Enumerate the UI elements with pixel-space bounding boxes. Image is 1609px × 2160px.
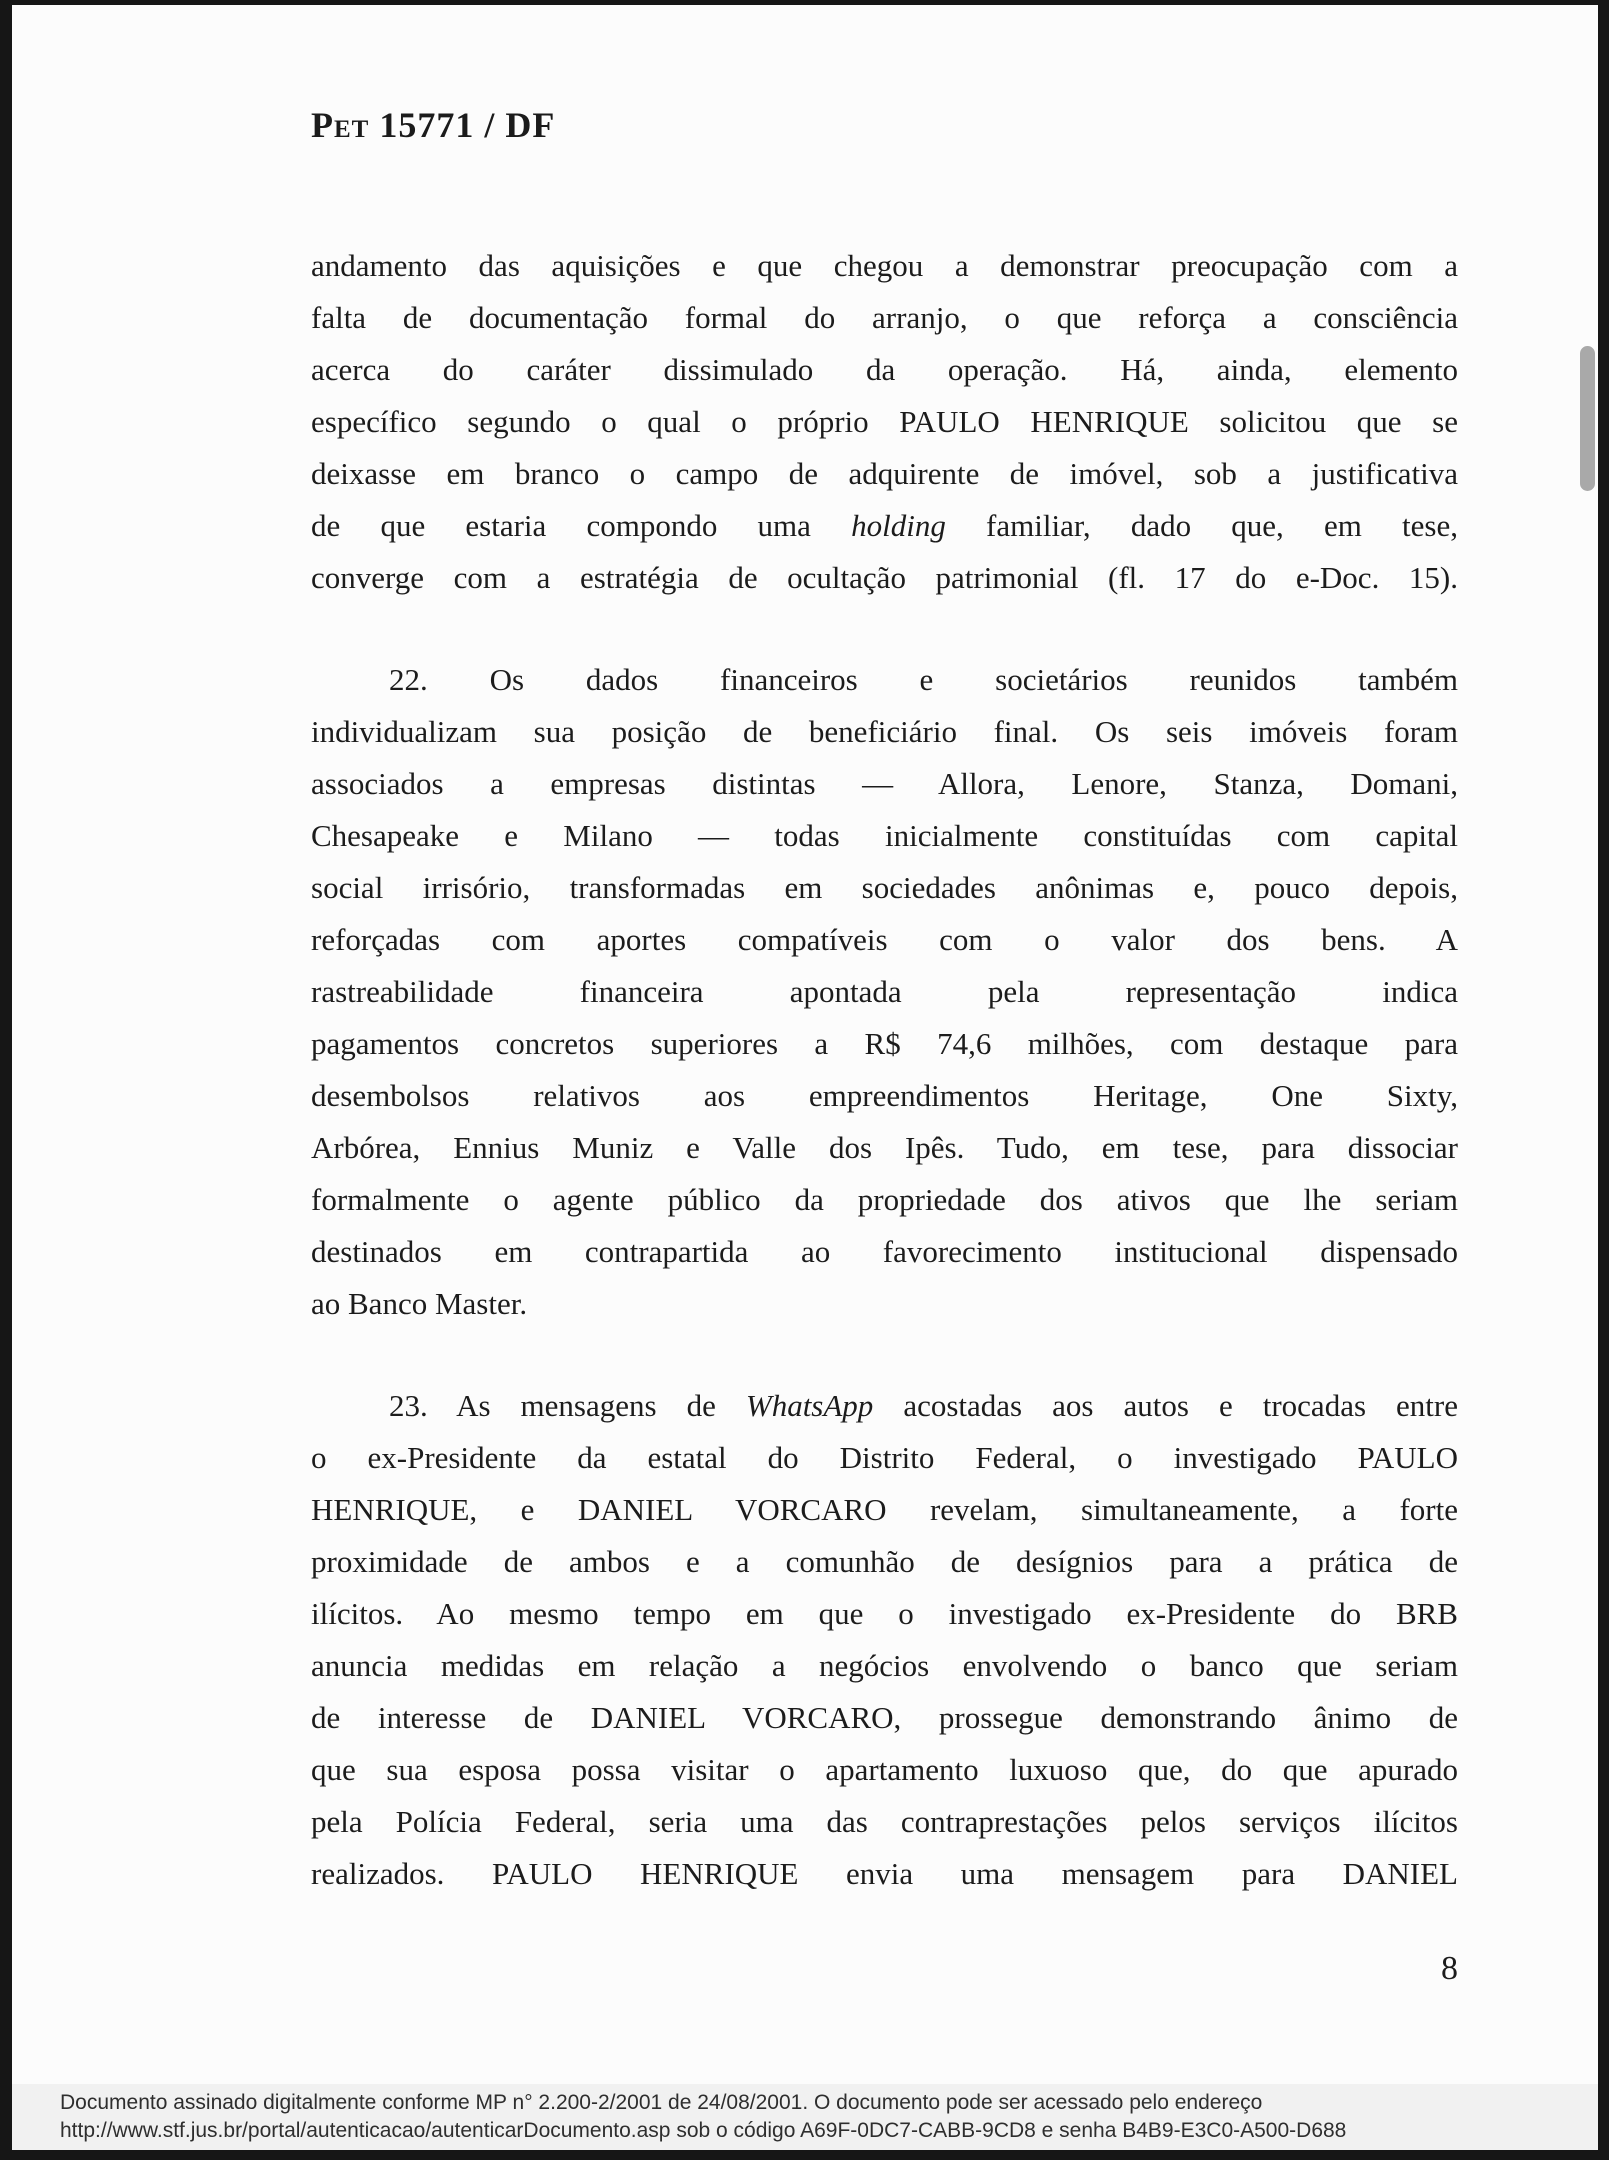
text-line: converge com a estratégia de ocultação patrimonial (fl. 17 do e-Doc. 15). — [311, 560, 1458, 595]
text-line: Chesapeake e Milano — todas inicialmente constituídas com capital — [311, 818, 1458, 853]
text-line: formalmente o agente público da propriedade dos ativos que lhe seriam — [311, 1182, 1458, 1217]
text-line: falta de documentação formal do arranjo, o que reforça a consciência — [311, 300, 1458, 335]
bottom-edge-bar — [0, 2150, 1609, 2160]
paragraph — [311, 240, 1458, 604]
text-line: 22. Os dados financeiros e societários reunidos também — [389, 662, 1458, 697]
text-line: que sua esposa possa visitar o apartamento luxuoso que, do que apurado — [311, 1752, 1458, 1787]
text-line: de que estaria compondo uma holding familiar, dado que, em tese, — [311, 508, 1458, 543]
text-line: pela Polícia Federal, seria uma das contraprestações pelos serviços ilícitos — [311, 1804, 1458, 1839]
text-line: Arbórea, Ennius Muniz e Valle dos Ipês. Tudo, em tese, para dissociar — [311, 1130, 1458, 1165]
text-line: de interesse de DANIEL VORCARO, prossegue demonstrando ânimo de — [311, 1700, 1458, 1735]
text-line: ilícitos. Ao mesmo tempo em que o investigado ex-Presidente do BRB — [311, 1596, 1458, 1631]
text-line: realizados. PAULO HENRIQUE envia uma mensagem para DANIEL — [311, 1856, 1458, 1891]
footer-authentication-url: http://www.stf.jus.br/portal/autenticacao/autenticarDocumento.asp sob o código A69F-0DC7-CABB-9CD8 e senha B4B9-E3C0-A500-D688 — [60, 2119, 1347, 2142]
text-line: ao Banco Master. — [311, 1286, 528, 1321]
footer-signature-text: Documento assinado digitalmente conforme MP n° 2.200-2/2001 de 24/08/2001. O documento pode ser acessado pelo endereço — [60, 2091, 1263, 2114]
text-line: anuncia medidas em relação a negócios envolvendo o banco que seriam — [311, 1648, 1458, 1683]
right-edge-bar — [1598, 0, 1609, 2160]
text-line: HENRIQUE, e DANIEL VORCARO revelam, simultaneamente, a forte — [311, 1492, 1458, 1527]
text-line: 23. As mensagens de WhatsApp acostadas aos autos e trocadas entre — [389, 1388, 1458, 1423]
paragraph — [311, 1380, 1458, 1900]
signature-footer — [12, 2084, 1598, 2150]
text-line: proximidade de ambos e a comunhão de desígnios para a prática de — [311, 1544, 1458, 1579]
text-line: o ex-Presidente da estatal do Distrito Federal, o investigado PAULO — [311, 1440, 1458, 1475]
text-line: específico segundo o qual o próprio PAULO HENRIQUE solicitou que se — [311, 404, 1458, 439]
text-line: acerca do caráter dissimulado da operação. Há, ainda, elemento — [311, 352, 1458, 387]
text-line: reforçadas com aportes compatíveis com o valor dos bens. A — [311, 922, 1458, 957]
left-edge-bar — [0, 0, 12, 2160]
paragraph — [311, 654, 1458, 1330]
text-line: individualizam sua posição de beneficiário final. Os seis imóveis foram — [311, 714, 1458, 749]
page-number: 8 — [1441, 1950, 1458, 1987]
document-body — [311, 240, 1458, 1988]
paragraphs-host — [311, 240, 1458, 1900]
text-line: andamento das aquisições e que chegou a demonstrar preocupação com a — [311, 248, 1458, 283]
top-edge-bar — [0, 0, 1609, 5]
case-number-header: Pet 15771 / DF — [311, 105, 556, 145]
text-line: deixasse em branco o campo de adquirente de imóvel, sob a justificativa — [311, 456, 1458, 491]
text-line: desembolsos relativos aos empreendimentos Heritage, One Sixty, — [311, 1078, 1458, 1113]
text-line: rastreabilidade financeira apontada pela representação indica — [311, 974, 1458, 1009]
text-line: associados a empresas distintas — Allora, Lenore, Stanza, Domani, — [311, 766, 1458, 801]
text-line: pagamentos concretos superiores a R$ 74,6 milhões, com destaque para — [311, 1026, 1458, 1061]
text-line: destinados em contrapartida ao favorecimento institucional dispensado — [311, 1234, 1458, 1269]
scrollbar-thumb[interactable] — [1580, 346, 1595, 491]
text-line: social irrisório, transformadas em sociedades anônimas e, pouco depois, — [311, 870, 1458, 905]
